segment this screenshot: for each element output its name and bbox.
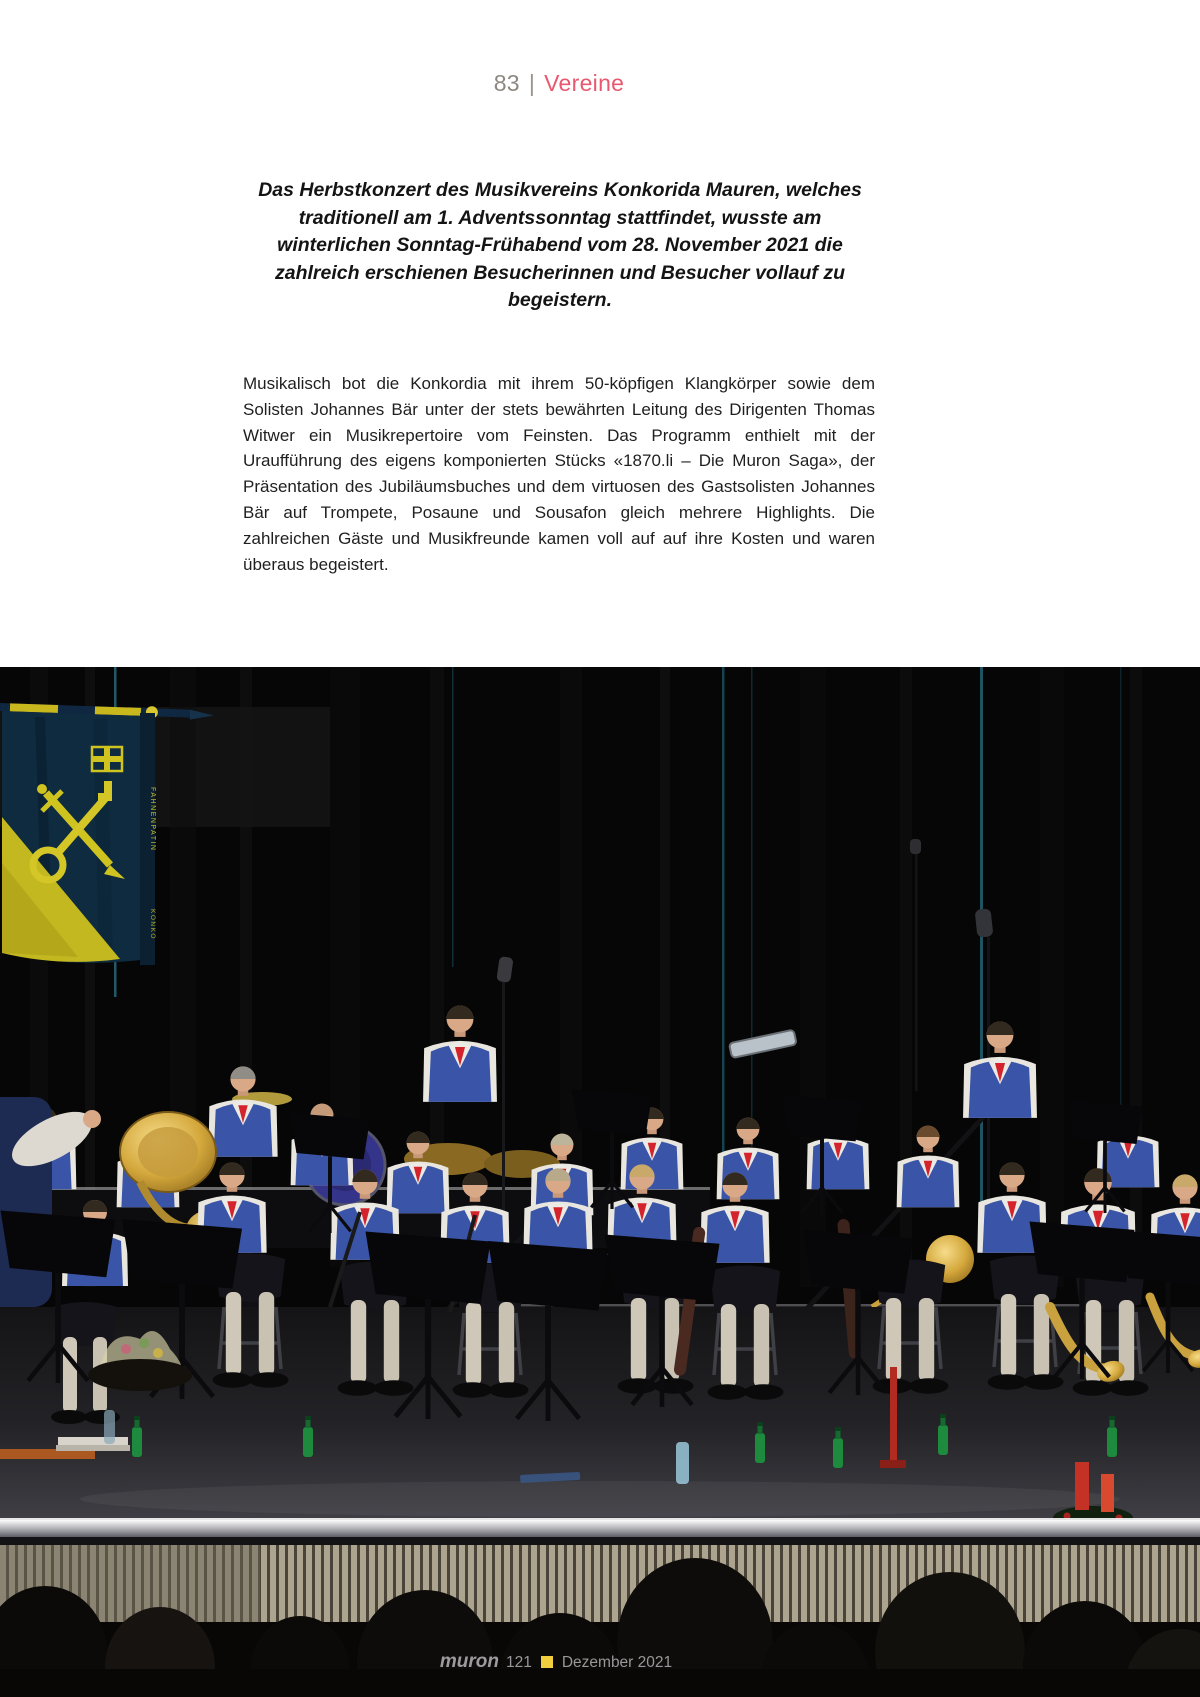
article-paragraph: Musikalisch bot die Konkordia mit ihrem 50-köpfigen Klangkörper sowie dem Solisten Johannes Bär unter der stets bewährten Leitung des Dirigenten Thomas Witwer ein Musikrepertoire vom Feinsten. Das Programm enthielt mit der Uraufführung des eigens komponierten Stücks «1870.li – Die Muron Saga», der Präsentation des Jubiläumsbuches und dem virtuosen des Gastsolisten Johannes Bär auf Trompete, Posaune und Sousafon gleich mehrere Highlights. Die zahlreichen Gäste und Musikfreunde kamen voll auf auf ihre Kosten und waren überaus begeistert. xyxy=(243,374,875,574)
page-header xyxy=(243,70,875,97)
page-footer xyxy=(0,1651,1112,1673)
issue-date: Dezember 2021 xyxy=(561,1654,673,1671)
header-separator: | xyxy=(528,70,536,96)
flag-ribbon-text-2: KONKO xyxy=(149,909,156,940)
stage-edge xyxy=(0,1518,1200,1545)
flag-ribbon-text: FAHNENPATIN xyxy=(149,787,156,852)
page-number: 83 xyxy=(493,70,520,96)
magazine-name: muron xyxy=(439,1651,499,1672)
section-label: Vereine xyxy=(544,70,625,96)
front-row-musicians xyxy=(51,1162,1200,1424)
concert-photo xyxy=(0,667,1200,1697)
issue-number: 121 xyxy=(505,1654,532,1671)
intro-paragraph: Das Herbstkonzert des Musikvereins Konkorida Mauren, welches traditionell am 1. Adventssonntag stattfindet, wusste am winterlichen Sonntag-Frühabend vom 28. November 2021 die zahlreich erschienen Besucherinnen und Besucher vollauf zu begeistern. xyxy=(258,179,862,312)
concert-photo-illustration xyxy=(0,667,1200,1697)
issue-square-icon xyxy=(541,1656,553,1668)
